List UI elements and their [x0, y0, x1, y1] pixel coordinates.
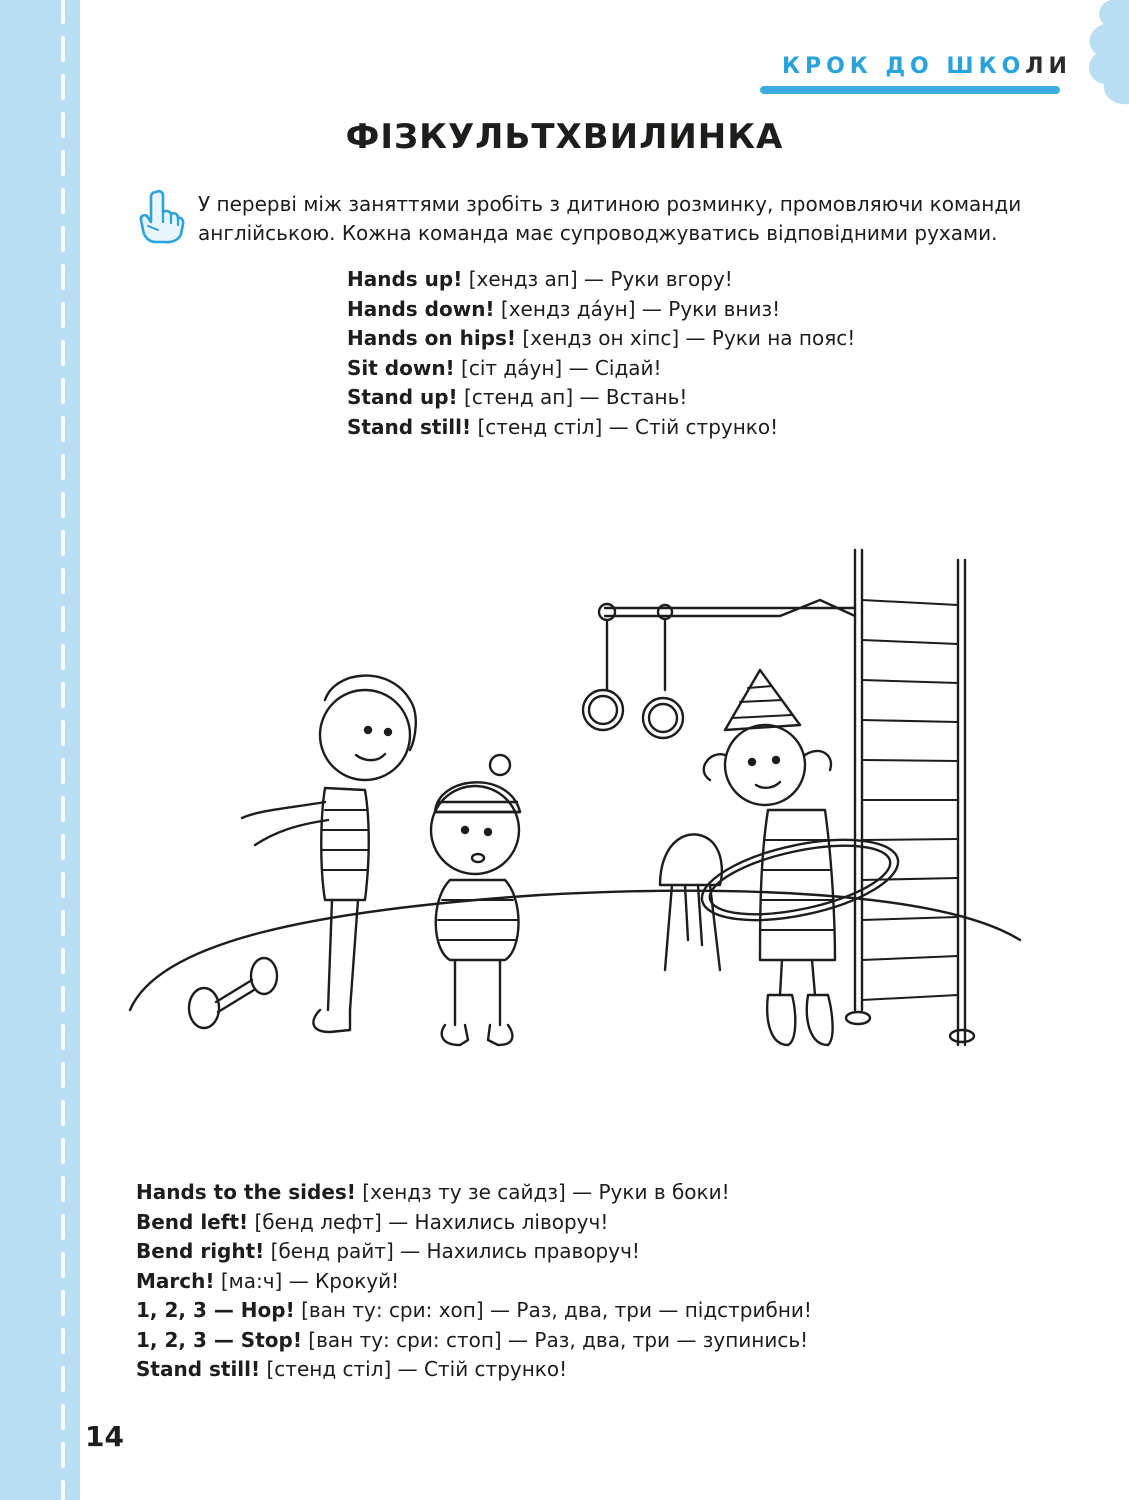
command-line: Stand up! [стенд ап] — Встань! [347, 385, 688, 409]
page-number: 14 [85, 1420, 124, 1453]
command-line: Bend left! [бенд лефт] — Нахились ліворуч! [136, 1209, 609, 1234]
command-line: 1, 2, 3 — Hop! [ван ту: сри: хоп] — Раз, два, три — підстрибни! [136, 1298, 812, 1322]
intro-text: У перерві між заняттями зробіть з дитиною розминку, промовляючи команди англійською. Кожна команда має супроводжуватись відповідними рухами. [198, 192, 1022, 245]
command-line: Stand still! [стенд стіл] — Стій струнко! [347, 414, 779, 439]
command-line: Stand still! [стенд стіл] — Стій струнко! [136, 1357, 568, 1381]
command-list-bottom [136, 1178, 812, 1385]
command-line: Sit down! [сіт да́ун] — Сідай! [347, 355, 662, 380]
command-line: 1, 2, 3 — Stop! [ван ту: сри: стоп] — Раз, два, три — зупинись! [136, 1327, 809, 1352]
command-line: Hands on hips! [хендз он хіпс] — Руки на пояс! [347, 326, 856, 350]
gym-illustration [120, 540, 1040, 1070]
cloud-decoration [1080, 0, 1129, 110]
command-line: Hands to the sides! [хендз ту зе сайдз] — Руки в боки! [136, 1180, 730, 1204]
command-line: March! [ма:ч] — Крокуй! [136, 1268, 400, 1293]
command-list-top [347, 265, 855, 442]
stitch-line [58, 0, 68, 1500]
series-label: КРОК ДО ШКОЛИ [782, 54, 1072, 79]
command-line: Hands up! [хендз ап] — Руки вгору! [347, 267, 733, 291]
header-underline [760, 86, 1060, 94]
left-side-strip [0, 0, 80, 1500]
pointing-hand-icon [136, 188, 186, 244]
page-title: ФІЗКУЛЬТХВИЛИНКА [345, 117, 784, 157]
command-line: Bend right! [бенд райт] — Нахились праворуч! [136, 1239, 640, 1263]
command-line: Hands down! [хендз да́ун] — Руки вниз! [347, 296, 781, 321]
